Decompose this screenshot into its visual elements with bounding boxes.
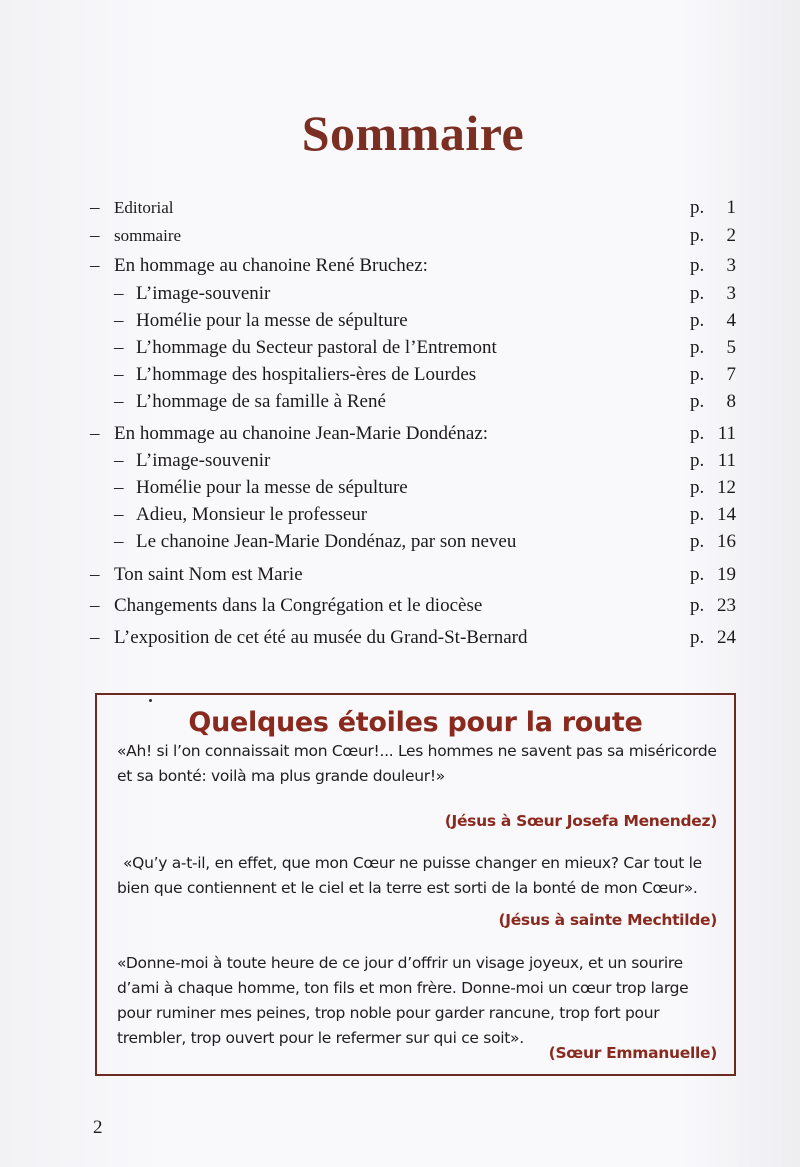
toc-entry-label: L’hommage des hospitaliers-ères de Lourdes bbox=[136, 364, 477, 385]
toc-entry-label: Le chanoine Jean-Marie Dondénaz, par son neveu bbox=[136, 531, 517, 552]
toc-entry[interactable]: – En hommage au chanoine Jean-Marie Dondénaz: p. 11 bbox=[0, 421, 800, 447]
toc-entry-label: En hommage au chanoine Jean-Marie Dondénaz: bbox=[114, 423, 489, 444]
toc-entry[interactable]: – sommaire p. 2 bbox=[0, 223, 800, 249]
toc-entry-page: 11 bbox=[717, 450, 736, 471]
toc-entry-page: 2 bbox=[726, 225, 736, 246]
page-title: Sommaire bbox=[301, 105, 525, 161]
quotes-box bbox=[95, 693, 736, 1076]
toc-entry[interactable]: – Changements dans la Congrégation et le diocèse p. 23 bbox=[0, 593, 800, 619]
toc-entry-label: En hommage au chanoine René Bruchez: bbox=[114, 255, 428, 276]
quotes-box-title: Quelques étoiles pour la route bbox=[188, 707, 643, 738]
toc-entry-page: 5 bbox=[726, 337, 736, 358]
quote-attribution: (Jésus à Sœur Josefa Menendez) bbox=[444, 812, 717, 830]
toc-entry-page: 1 bbox=[726, 197, 736, 218]
toc-entry-label: L’exposition de cet été au musée du Grand-St-Bernard bbox=[114, 627, 528, 648]
toc-entry-page: 14 bbox=[717, 504, 736, 525]
toc-entry-page: 19 bbox=[717, 564, 736, 585]
toc-entry-page: 11 bbox=[717, 423, 736, 444]
toc-entry[interactable]: – Editorial p. 1 bbox=[0, 195, 800, 221]
toc-entry-label: L’hommage du Secteur pastoral de l’Entremont bbox=[136, 337, 497, 358]
toc-entry-page: 3 bbox=[726, 283, 736, 304]
toc-entry-page: 23 bbox=[717, 595, 736, 616]
toc-entry-label: L’image-souvenir bbox=[136, 450, 271, 471]
toc-entry[interactable]: – Homélie pour la messe de sépulture p. 4 bbox=[0, 308, 800, 334]
toc-entry-page: 12 bbox=[717, 477, 736, 498]
toc-entry-label: Adieu, Monsieur le professeur bbox=[136, 504, 368, 525]
toc-entry-label: Homélie pour la messe de sépulture bbox=[136, 310, 408, 331]
toc-entry-page: 3 bbox=[726, 255, 736, 276]
toc-entry-page: 16 bbox=[717, 531, 736, 552]
toc-entry[interactable]: – L’exposition de cet été au musée du Grand-St-Bernard p. 24 bbox=[0, 625, 800, 651]
toc-entry-label: sommaire bbox=[114, 226, 182, 245]
toc-entry[interactable]: – Adieu, Monsieur le professeur p. 14 bbox=[0, 502, 800, 528]
quote-attribution: (Jésus à sainte Mechtilde) bbox=[498, 911, 717, 929]
toc-entry[interactable]: – Ton saint Nom est Marie p. 19 bbox=[0, 562, 800, 588]
toc-entry-label: Ton saint Nom est Marie bbox=[114, 564, 303, 585]
toc-entry-page: 24 bbox=[717, 627, 736, 648]
quote-text: «Donne-moi à toute heure de ce jour d’offrir un visage joyeux, et un sourire d’ami à chaque homme, ton fils et mon frère. Donne-moi un cœur trop large pour ruminer mes peines, trop noble pour garder rancune, trop fort pour trembler, trop ouvert pour le refermer sur qui ce soit». bbox=[117, 954, 689, 1047]
toc-entry[interactable]: – Le chanoine Jean-Marie Dondénaz, par son neveu p. 16 bbox=[0, 529, 800, 555]
toc-entry-page: 8 bbox=[726, 391, 736, 412]
toc-entry-label: L’image-souvenir bbox=[136, 283, 271, 304]
toc-entry-label: Changements dans la Congrégation et le diocèse bbox=[114, 595, 483, 616]
toc-entry-label: Homélie pour la messe de sépulture bbox=[136, 477, 408, 498]
quote-text: «Qu’y a-t-il, en effet, que mon Cœur ne puisse changer en mieux? Car tout le bien que contiennent et le ciel et la terre est sorti de la bonté de mon Cœur». bbox=[117, 854, 702, 897]
toc-entry[interactable]: – En hommage au chanoine René Bruchez: p. 3 bbox=[0, 253, 800, 279]
quote-text: «Ah! si l’on connaissait mon Cœur!... Les hommes ne savent pas sa miséricorde et sa bonté: voilà ma plus grande douleur!» bbox=[117, 742, 717, 785]
toc-entry[interactable]: – L’hommage de sa famille à René p. 8 bbox=[0, 389, 800, 415]
toc-entry-page: 7 bbox=[726, 364, 736, 385]
toc-entry[interactable]: – L’image-souvenir p. 3 bbox=[0, 281, 800, 307]
toc-entry[interactable]: – Homélie pour la messe de sépulture p. 12 bbox=[0, 475, 800, 501]
toc-entry-label: Editorial bbox=[114, 198, 174, 217]
toc-entry[interactable]: – L’hommage des hospitaliers-ères de Lourdes p. 7 bbox=[0, 362, 800, 388]
quote-attribution: (Sœur Emmanuelle) bbox=[548, 1044, 717, 1062]
toc-entry-label: L’hommage de sa famille à René bbox=[136, 391, 386, 412]
toc-entry[interactable]: – L’hommage du Secteur pastoral de l’Entremont p. 5 bbox=[0, 335, 800, 361]
page-number: 2 bbox=[93, 1117, 103, 1138]
toc-entry-page: 4 bbox=[726, 310, 736, 331]
toc-entry[interactable]: – L’image-souvenir p. 11 bbox=[0, 448, 800, 474]
